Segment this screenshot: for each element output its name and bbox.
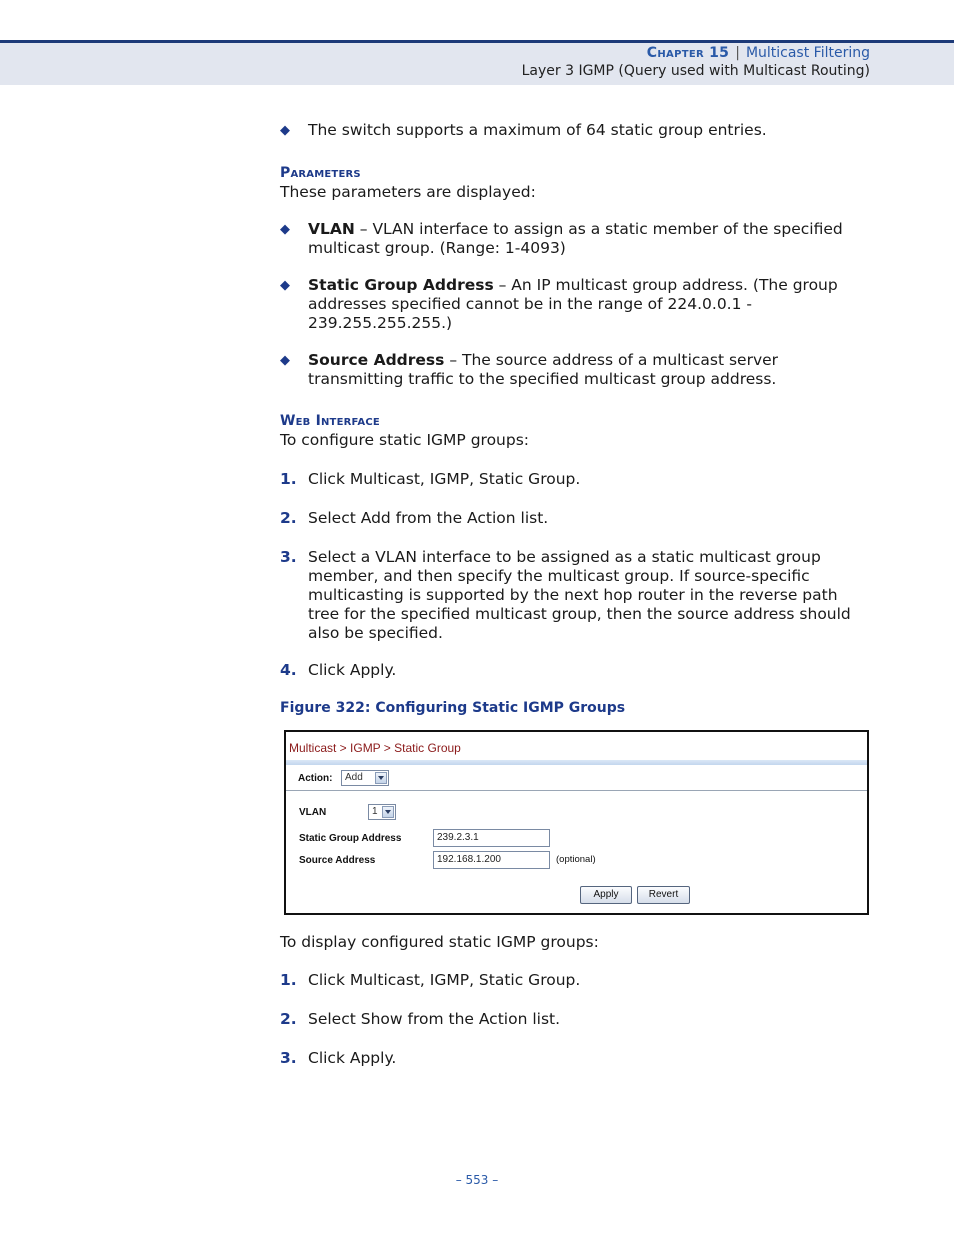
step-number: 4.: [280, 661, 297, 679]
vlan-select-value: 1: [372, 806, 378, 817]
step-text: Click Multicast, IGMP, Static Group.: [308, 470, 581, 488]
step-text: Select a VLAN interface to be assigned as a static multicast group member, and then specify the multicast group. If source-specific multicasting is supported by the next hop router in the reverse path tree for the specified multicast group, then the source address should also be specified.: [308, 548, 851, 642]
vlan-label: VLAN: [299, 807, 327, 818]
step-number: 2.: [280, 509, 297, 527]
step-item: [280, 1049, 870, 1068]
chapter-title: Multicast Filtering: [745, 45, 870, 61]
action-label: Action:: [298, 773, 333, 784]
parameter-item: [280, 276, 870, 333]
step-item: [280, 1010, 870, 1029]
step-text: Click Apply.: [308, 661, 397, 679]
title-band: [286, 760, 867, 765]
diamond-bullet-icon: ◆: [280, 222, 290, 237]
step-item: [280, 509, 870, 528]
step-item: [280, 971, 870, 990]
static-group-address-input[interactable]: 239.2.3.1: [433, 829, 550, 847]
parameter-term: VLAN: [308, 220, 355, 238]
parameter-desc: – The source address of a multicast server transmitting traffic to the specified multicast group address.: [308, 351, 779, 388]
section-title: Layer 3 IGMP (Query used with Multicast Routing): [521, 63, 870, 79]
parameter-desc: – An IP multicast group address. (The group addresses specified cannot be in the range of 224.0.0.1 - 239.255.255.255.): [308, 276, 838, 332]
header-separator: |: [735, 45, 740, 61]
vlan-select[interactable]: [368, 804, 396, 820]
action-select[interactable]: [341, 770, 389, 786]
step-number: 1.: [280, 971, 297, 989]
diamond-bullet-icon: ◆: [280, 353, 290, 368]
display-intro: To display configured static IGMP groups:: [280, 933, 599, 951]
step-text: Click Apply.: [308, 1049, 397, 1067]
section-divider: [286, 790, 867, 791]
intro-bullet: [280, 121, 870, 140]
parameter-term: Static Group Address: [308, 276, 494, 294]
chapter-heading: [647, 45, 870, 61]
parameter-item: [280, 351, 870, 389]
step-number: 3.: [280, 548, 297, 566]
parameters-intro: These parameters are displayed:: [280, 183, 536, 201]
web-interface-heading: Web Interface: [280, 413, 380, 429]
parameter-item: [280, 220, 870, 258]
chevron-down-icon[interactable]: [382, 806, 394, 818]
source-address-label: Source Address: [299, 855, 376, 866]
revert-button[interactable]: Revert: [637, 886, 690, 904]
step-number: 2.: [280, 1010, 297, 1028]
intro-bullet-text: The switch supports a maximum of 64 static group entries.: [308, 121, 767, 139]
source-address-input[interactable]: 192.168.1.200: [433, 851, 550, 869]
step-text: Select Show from the Action list.: [308, 1010, 561, 1028]
step-item: [280, 661, 870, 680]
figure-caption: Figure 322: Configuring Static IGMP Groups: [280, 700, 626, 716]
chevron-down-icon[interactable]: [375, 772, 387, 784]
page-number: – 553 –: [455, 1173, 499, 1187]
optional-note: (optional): [556, 854, 596, 865]
static-group-figure: [284, 730, 869, 915]
step-text: Click Multicast, IGMP, Static Group.: [308, 971, 581, 989]
diamond-bullet-icon: ◆: [280, 278, 290, 293]
web-interface-intro: To configure static IGMP groups:: [280, 431, 530, 449]
diamond-bullet-icon: ◆: [280, 123, 290, 138]
step-text: Select Add from the Action list.: [308, 509, 549, 527]
step-number: 3.: [280, 1049, 297, 1067]
breadcrumb: Multicast > IGMP > Static Group: [289, 741, 461, 755]
parameter-term: Source Address: [308, 351, 445, 369]
step-number: 1.: [280, 470, 297, 488]
chapter-label: Chapter 15: [646, 45, 730, 61]
parameters-heading: Parameters: [280, 165, 361, 181]
static-group-address-label: Static Group Address: [299, 833, 402, 844]
step-item: [280, 548, 870, 643]
parameter-desc: – VLAN interface to assign as a static member of the specified multicast group. (Range: 1-4093): [308, 220, 843, 257]
action-select-value: Add: [345, 772, 363, 783]
step-item: [280, 470, 870, 489]
apply-button[interactable]: Apply: [580, 886, 632, 904]
